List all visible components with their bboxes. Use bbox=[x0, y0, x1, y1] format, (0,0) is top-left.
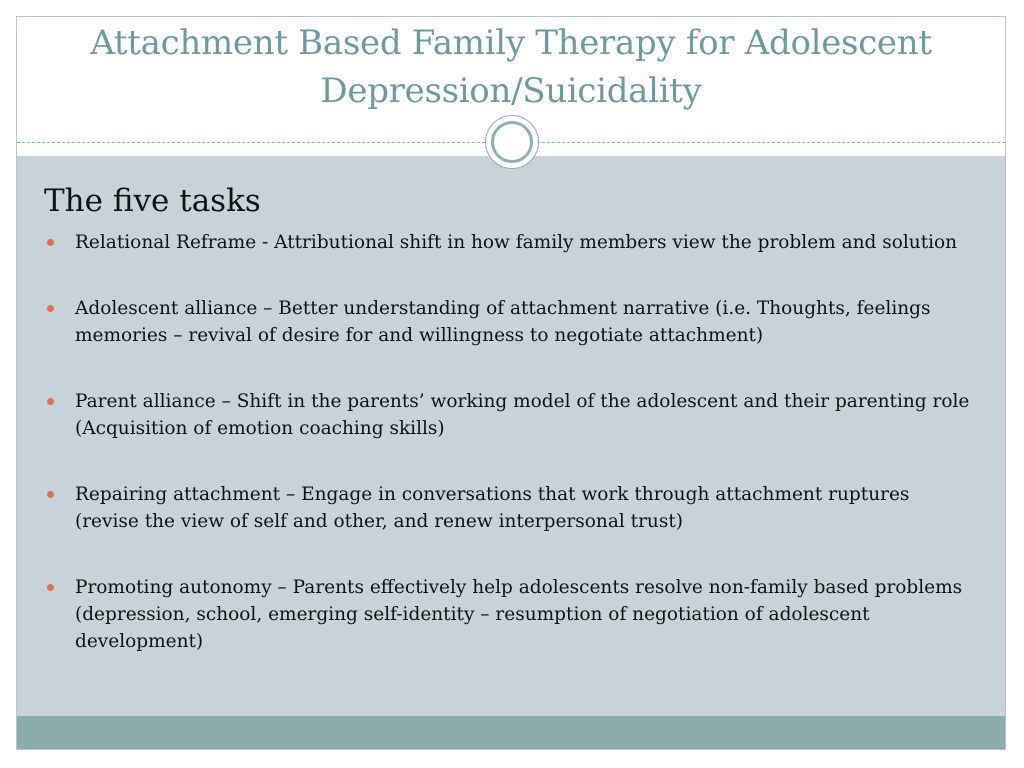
bullet-text: Adolescent alliance – Better understanding of attachment narrative (i.e. Thoughts, feelings memories – revival of desire for and willingness to negotiate attachment) bbox=[75, 298, 931, 346]
bullet-item-parent-alliance bbox=[47, 388, 977, 442]
bullet-item-adolescent-alliance bbox=[47, 295, 977, 349]
slide-title-line-2: Depression/Suicidality bbox=[320, 71, 702, 111]
bullet-dot-icon bbox=[47, 398, 54, 405]
bullet-dot-icon bbox=[47, 305, 54, 312]
slide bbox=[16, 16, 1006, 750]
bullet-text: Relational Reframe - Attributional shift in how family members view the problem and solution bbox=[75, 232, 958, 253]
slide-title-line-1: Attachment Based Family Therapy for Adolescent bbox=[90, 23, 932, 63]
bullet-item-promoting-autonomy bbox=[47, 574, 977, 655]
bullet-dot-icon bbox=[47, 584, 54, 591]
footer-band bbox=[17, 716, 1005, 750]
bullet-dot-icon bbox=[47, 491, 54, 498]
subheading: The five tasks bbox=[44, 183, 261, 219]
bullet-item-repairing-attachment bbox=[47, 481, 977, 535]
bullet-text: Promoting autonomy – Parents effectively help adolescents resolve non-family based problems (depression, school, emerging self-identity – resumption of negotiation of adolescent development) bbox=[75, 577, 963, 652]
bullet-dot-icon bbox=[47, 239, 54, 246]
ring-ornament-icon bbox=[486, 116, 538, 168]
bullet-text: Repairing attachment – Engage in conversations that work through attachment ruptures (revise the view of self and other, and renew interpersonal trust) bbox=[75, 484, 910, 532]
slide-title bbox=[17, 17, 1005, 115]
bullet-list bbox=[47, 229, 977, 694]
bullet-item-relational-reframe bbox=[47, 229, 977, 256]
bullet-text: Parent alliance – Shift in the parents’ working model of the adolescent and their parenting role (Acquisition of emotion coaching skills) bbox=[75, 391, 970, 439]
